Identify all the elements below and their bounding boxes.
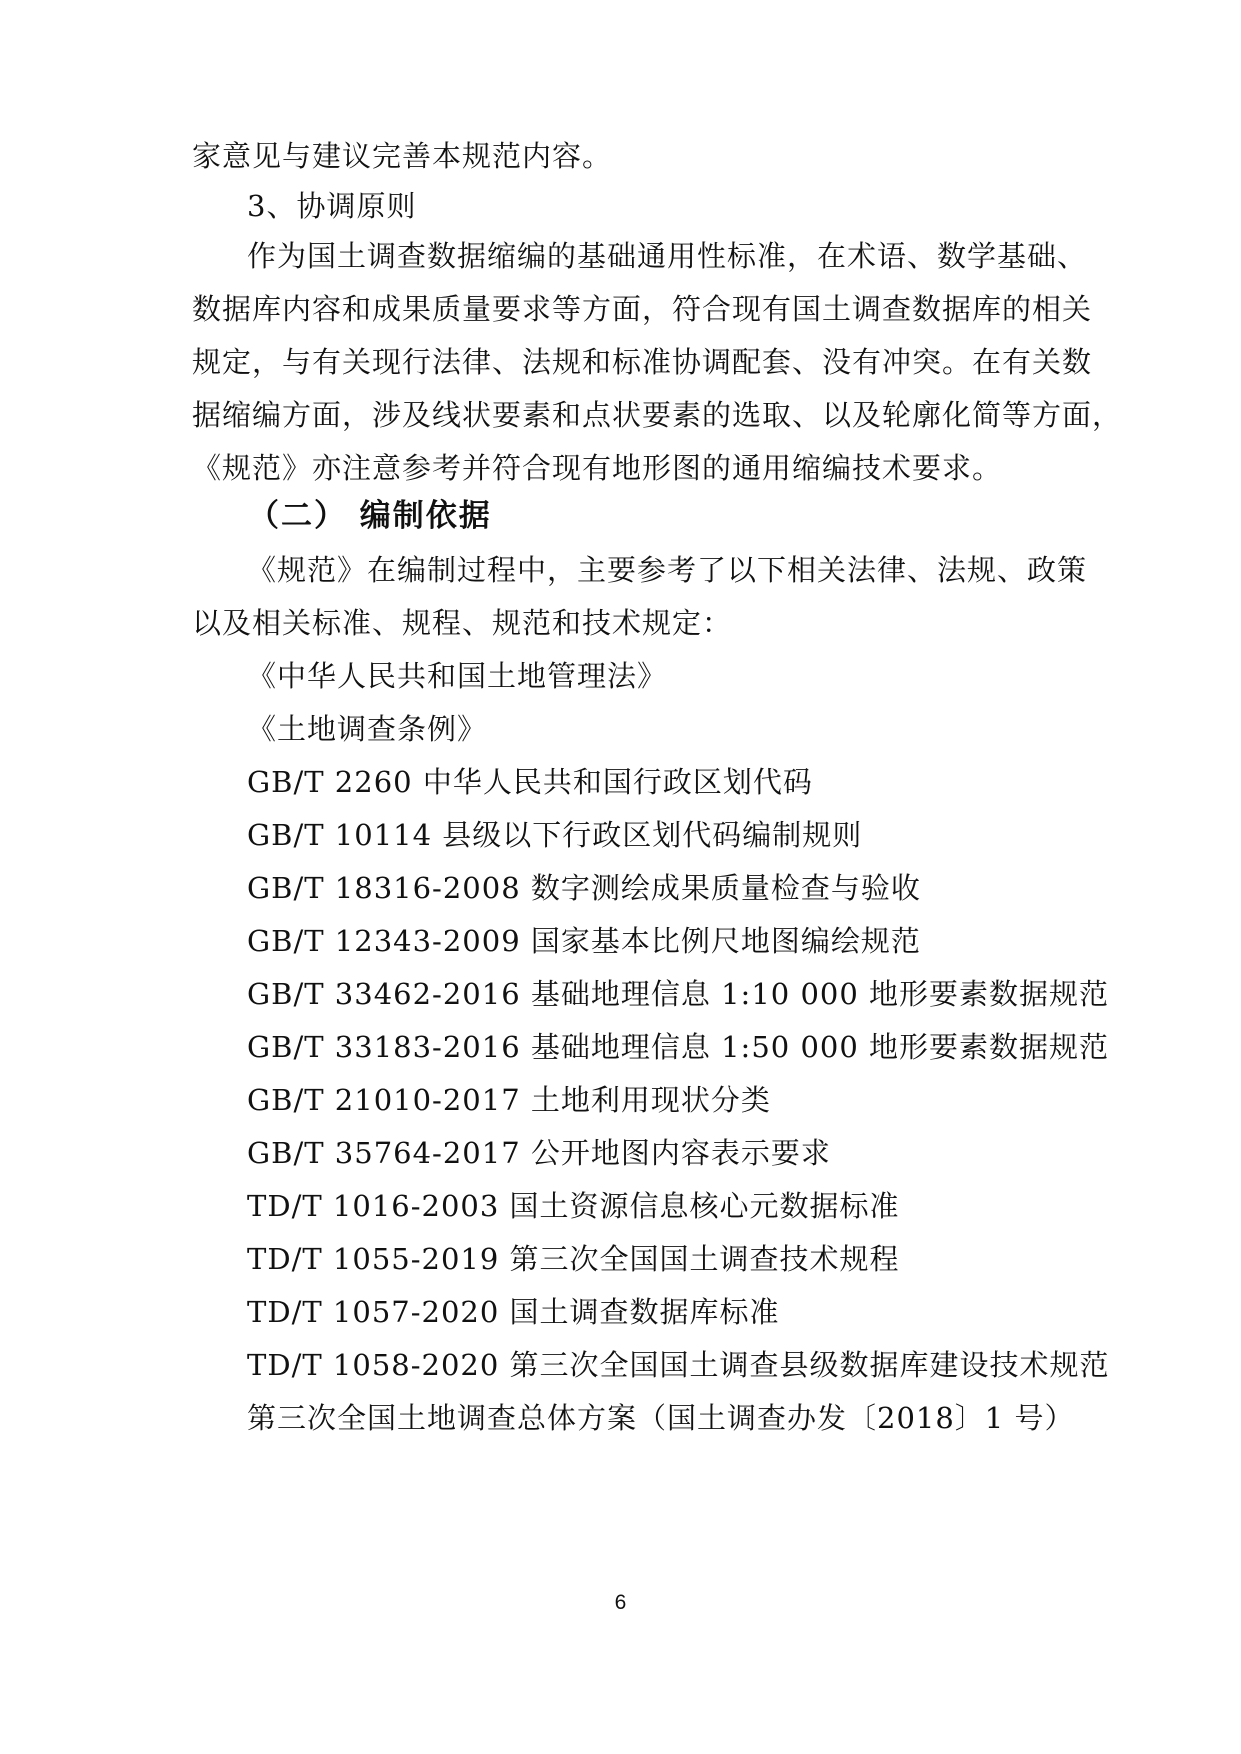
page-number: 6 [614,1591,627,1614]
reference-item: TD/T 1057-2020 国土调查数据库标准 [247,1295,780,1329]
reference-item: 第三次全国土地调查总体方案（国土调查办发〔2018〕1 号） [247,1401,1075,1435]
paragraph-line: 《规范》亦注意参考并符合现有地形图的通用缩编技术要求。 [192,451,1003,485]
section-heading: （二） 编制依据 [248,498,492,534]
paragraph-line: 数据库内容和成果质量要求等方面，符合现有国土调查数据库的相关 [192,292,1093,326]
reference-item: TD/T 1055-2019 第三次全国国土调查技术规程 [247,1242,900,1276]
reference-item: GB/T 35764-2017 公开地图内容表示要求 [247,1136,831,1170]
reference-item: GB/T 2260 中华人民共和国行政区划代码 [247,765,813,799]
paragraph-line: 据缩编方面，涉及线状要素和点状要素的选取、以及轮廓化简等方面， [192,398,1123,432]
reference-item: GB/T 33462-2016 基础地理信息 1:10 000 地形要素数据规范 [247,977,1110,1011]
paragraph-line: 以及相关标准、规程、规范和技术规定： [192,606,733,640]
paragraph-line: 作为国土调查数据缩编的基础通用性标准，在术语、数学基础、 [247,239,1088,273]
reference-item: GB/T 12343-2009 国家基本比例尺地图编绘规范 [247,924,921,958]
reference-item: TD/T 1058-2020 第三次全国国土调查县级数据库建设技术规范 [247,1348,1110,1382]
reference-item: GB/T 18316-2008 数字测绘成果质量检查与验收 [247,871,921,905]
reference-item: GB/T 21010-2017 土地利用现状分类 [247,1083,771,1117]
reference-item: TD/T 1016-2003 国土资源信息核心元数据标准 [247,1189,900,1223]
reference-item: GB/T 33183-2016 基础地理信息 1:50 000 地形要素数据规范 [247,1030,1110,1064]
principle-heading: 3、协调原则 [247,189,417,223]
reference-item: 《土地调查条例》 [247,712,488,746]
paragraph-line: 《规范》在编制过程中，主要参考了以下相关法律、法规、政策 [247,553,1088,587]
reference-item: GB/T 10114 县级以下行政区划代码编制规则 [247,818,863,852]
paragraph-line: 规定，与有关现行法律、法规和标准协调配套、没有冲突。在有关数 [192,345,1093,379]
reference-item: 《中华人民共和国土地管理法》 [247,659,668,693]
paragraph-continuation: 家意见与建议完善本规范内容。 [192,139,613,173]
